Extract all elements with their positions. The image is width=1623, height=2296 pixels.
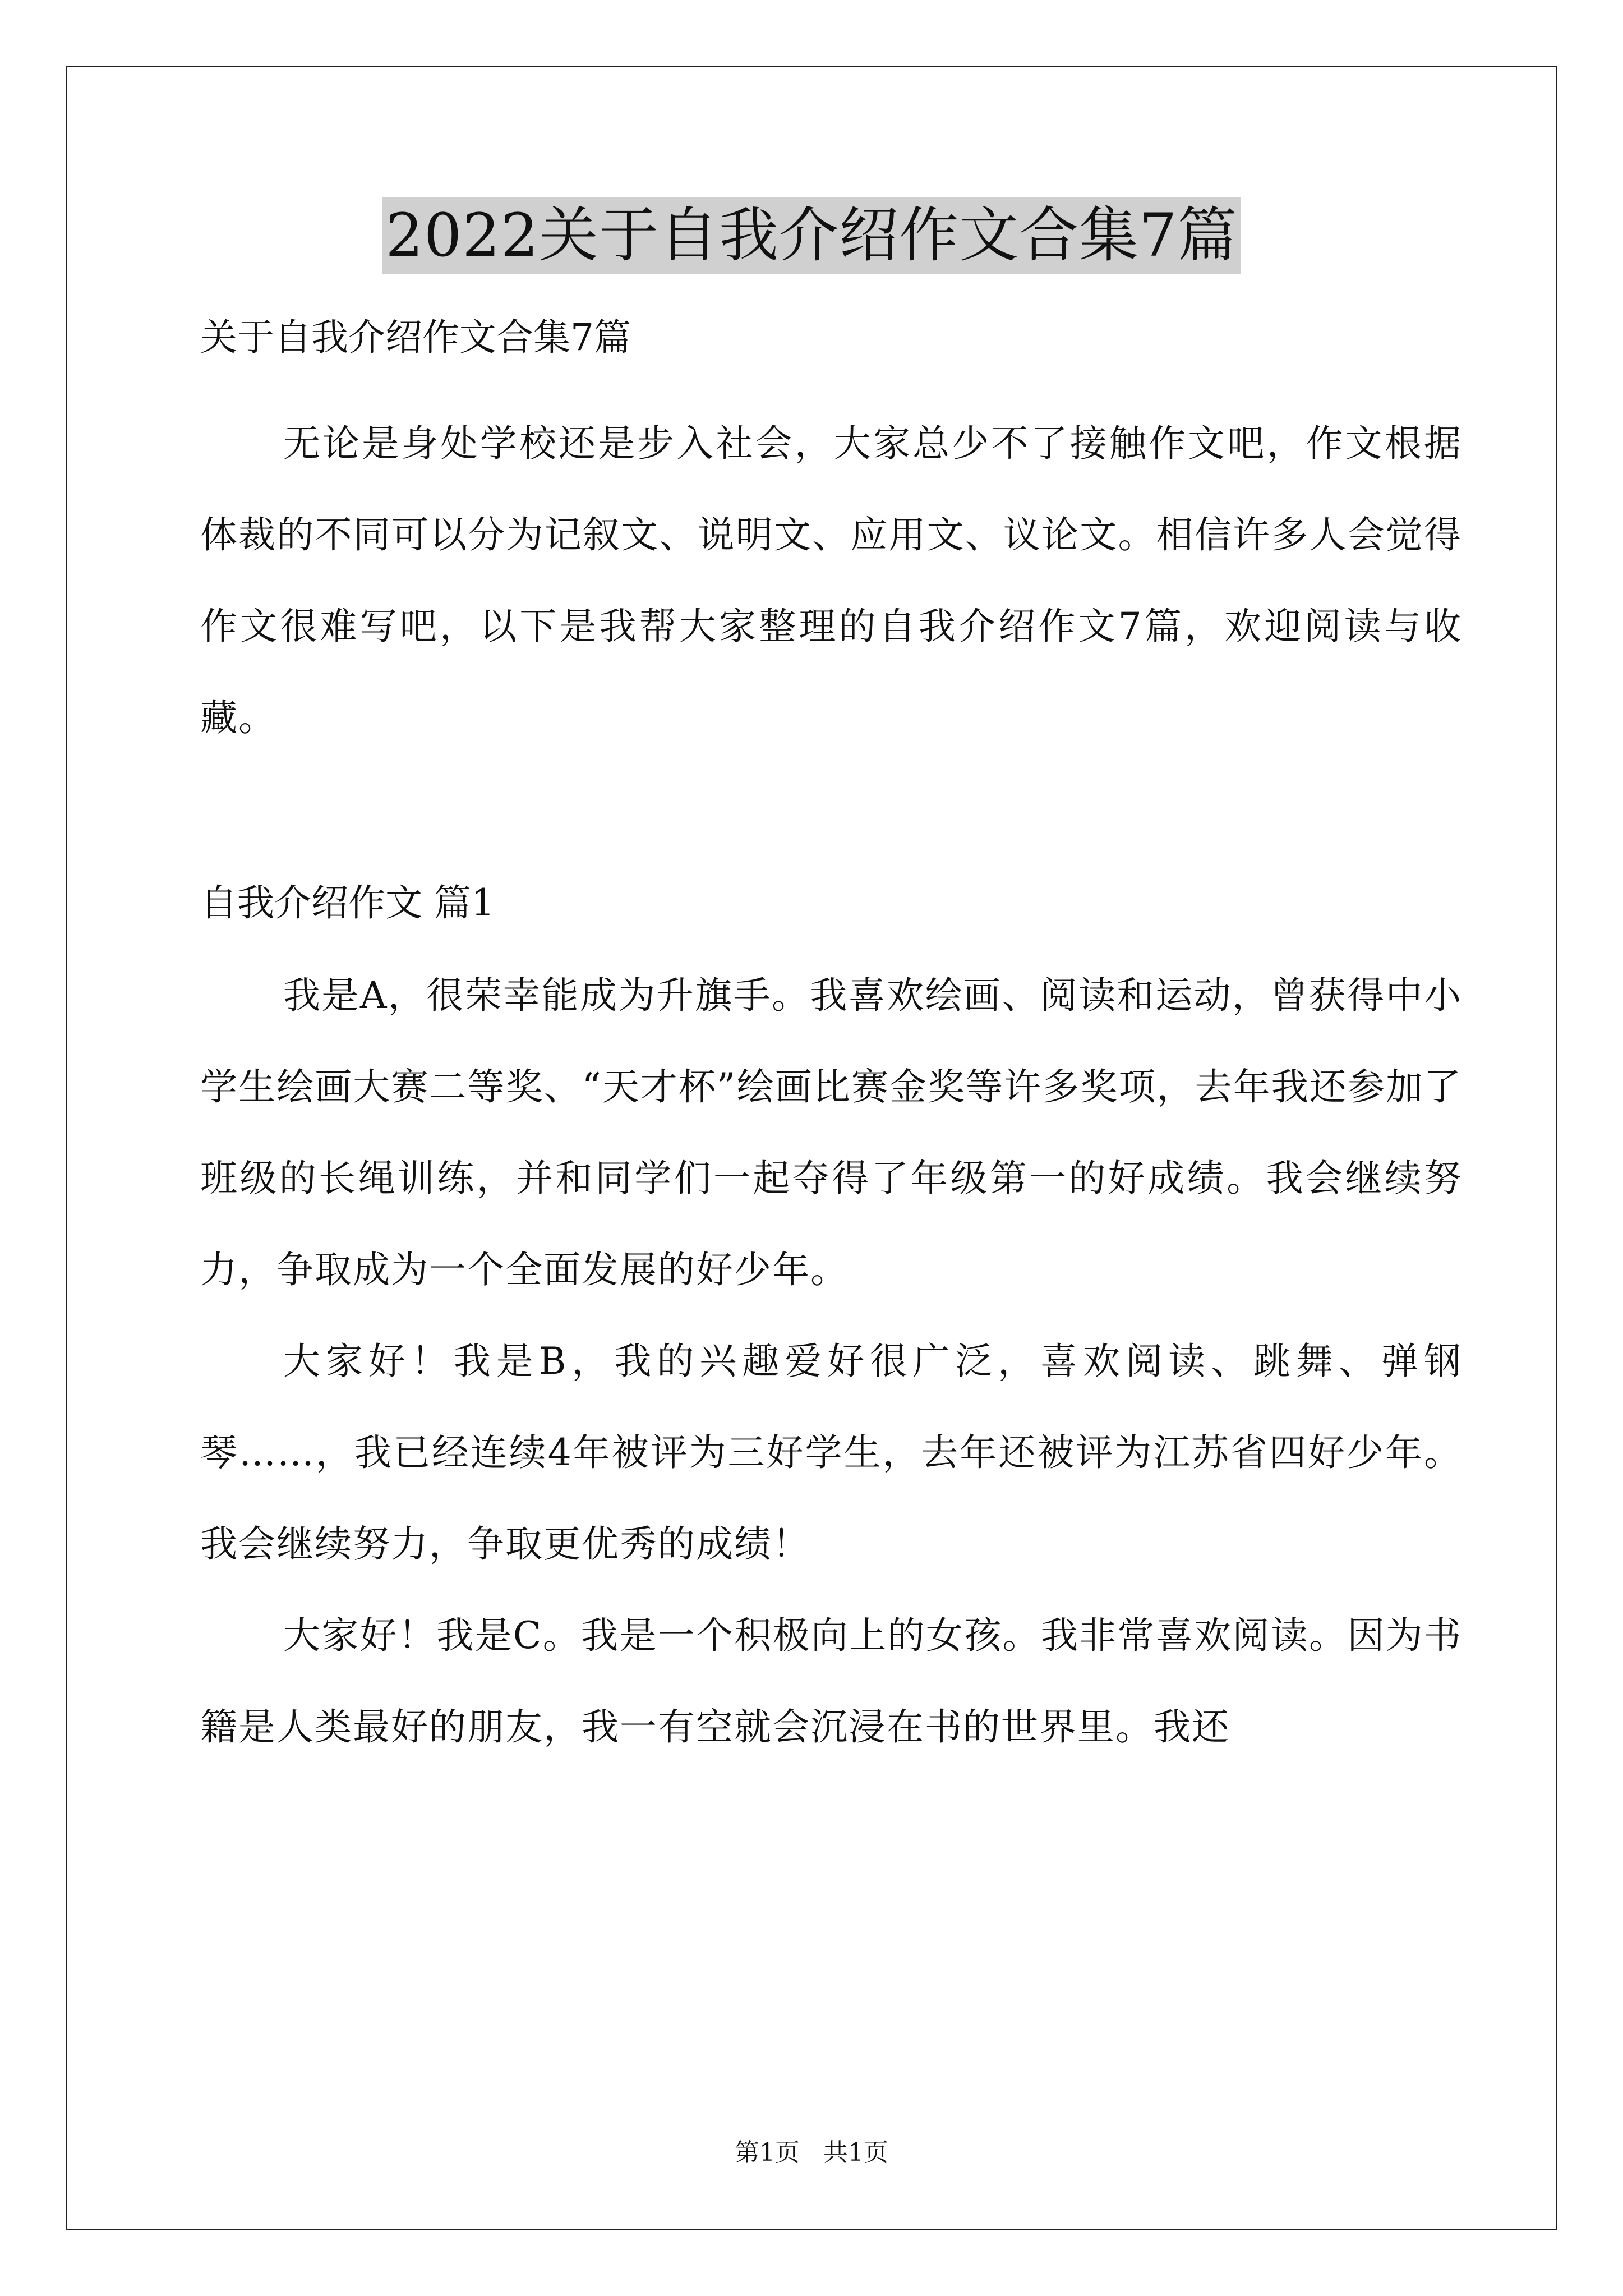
- body-paragraph-1: 我是A，很荣幸能成为升旗手。我喜欢绘画、阅读和运动，曾获得中小学生绘画大赛二等奖、“天才杯”绘画比赛金奖等许多奖项，去年我还参加了班级的长绳训练，并和同学们一起夺得了年级第一的好成绩。我会继续努力，争取成为一个全面发展的好少年。: [200, 974, 1462, 1291]
- document-subtitle: 关于自我介绍作文合集7篇: [200, 316, 631, 359]
- body-paragraph-3: 大家好！我是C。我是一个积极向上的女孩。我非常喜欢阅读。因为书籍是人类最好的朋友，我一有空就会沉浸在书的世界里。我还: [200, 1614, 1462, 1749]
- intro-paragraph: 无论是身处学校还是步入社会，大家总少不了接触作文吧，作文根据体裁的不同可以分为记叙文、说明文、应用文、议论文。相信许多人会觉得作文很难写吧，以下是我帮大家整理的自我介绍作文7篇，欢迎阅读与收藏。: [200, 422, 1462, 739]
- document-title: 2022关于自我介绍作文合集7篇: [382, 197, 1241, 274]
- page-number: 第1页: [735, 2138, 800, 2167]
- section-heading: 自我介绍作文 篇1: [200, 881, 495, 924]
- body-paragraph-2: 大家好！我是B，我的兴趣爱好很广泛，喜欢阅读、跳舞、弹钢琴……，我已经连续4年被评为三好学生，去年还被评为江苏省四好少年。我会继续努力，争取更优秀的成绩！: [200, 1340, 1462, 1566]
- document-body: [200, 311, 1462, 1773]
- title-container: [0, 197, 1623, 274]
- page-total: 共1页: [823, 2138, 888, 2167]
- page-footer: [0, 2136, 1623, 2170]
